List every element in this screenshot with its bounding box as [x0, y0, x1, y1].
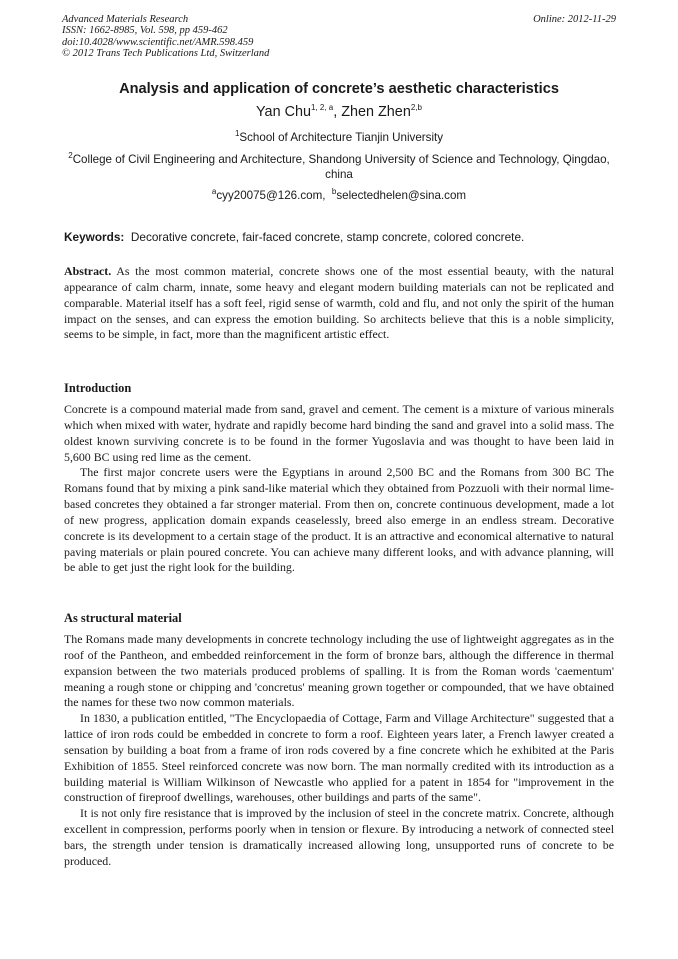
copyright-line: © 2012 Trans Tech Publications Ltd, Switzerland: [62, 48, 270, 60]
introduction-body: [64, 402, 614, 576]
journal-name: Advanced Materials Research: [62, 14, 189, 25]
author-superscript: 1, 2, a: [310, 103, 334, 113]
author-superscript: 2,b: [410, 103, 422, 113]
keywords: [64, 230, 624, 245]
email-link[interactable]: cyy20075@126.com,: [216, 189, 326, 202]
author-name: Zhen Zhen: [341, 104, 411, 120]
author-separator: ,: [333, 104, 342, 120]
email-link[interactable]: selectedhelen@sina.com: [336, 189, 467, 202]
section-heading-introduction: Introduction: [64, 381, 132, 395]
online-date: Online: 2012-11-29: [533, 14, 616, 25]
paragraph: The Romans made many developments in concrete technology including the use of lightweight aggregates as in the roof of the Pantheon, and embedded reinforcement in the form of bronze bars, although the difference in thermal expansion between the two materials produced problems of spalling. It is from the Roman words 'caementum' meaning a rough stone or chipping and 'concretus' meaning grown together or compounded, that we have obtained the names for these two now common materials.: [64, 632, 614, 710]
abstract-label: Abstract.: [64, 264, 112, 278]
doi-line: doi:10.4028/www.scientific.net/AMR.598.459: [62, 36, 254, 48]
affiliation-1: [60, 130, 618, 145]
affiliation-superscript: 1: [234, 129, 240, 139]
journal-header: [62, 14, 269, 60]
paragraph: In 1830, a publication entitled, "The Encyclopaedia of Cottage, Farm and Village Architecture" suggested that a lattice of iron rods could be embedded in concrete to form a roof. Eighteen years later, a French lawyer created a sensation by building a boat from a frame of iron rods covered by a fine concrete which he exhibited at the Paris Exhibition of 1855. Steel reinforced concrete was now born. The man normally credited with its introduction as a building material is William Wilkinson of Newcastle who applied for a patent in 1854 for "improvement in the construction of fireproof dwellings, warehouses, other buildings and parts of the same".: [64, 711, 614, 805]
affiliation-text: College of Civil Engineering and Architecture, Shandong University of Science and Technology, Qingdao, china: [72, 153, 610, 181]
abstract-text: As the most common material, concrete shows one of the most essential beauty, with the natural appearance of calm charm, innate, some heavy and elegant modern building materials can not be replicated and comparable. Material itself has a soft feel, rigid sense of warmth, cold and flu, and not only the spirit of the human impact on the senses, and can express the emotion building. So architects believe that this is a noble simplicity, seems to be simple, in fact, more than the magnificent artistic effect.: [64, 264, 615, 342]
structural-body: [64, 632, 614, 870]
paragraph: The first major concrete users were the Egyptians in around 2,500 BC and the Romans from 300 BC The Romans found that by mixing a pink sand-like material which they obtained from Pozzuoli with their normal lime-based concretes they obtained a far stronger material. From then on, concrete continuous development, made a lot of new progress, application domain expands ceaselessly, breed also emerge in an endless stream. Decorative concrete is its development to a certain stage of the product. It is an attractive and economical alternative to natural paving materials or plain poured concrete. You can achieve many different looks, and with advance planning, will be able to get just the right look for the building.: [64, 465, 614, 575]
email-superscript: b: [331, 187, 337, 197]
affiliation-2: [60, 152, 618, 182]
paragraph: It is not only fire resistance that is improved by the inclusion of steel in the concrete matrix. Concrete, although excellent in compression, performs poorly when in tension or flexure. By introducing a network of connected steel bars, the strength under tension is dramatically increased allowing long, unsupported runs of concrete to be produced.: [64, 806, 614, 868]
abstract: [64, 264, 614, 343]
author-line: [40, 102, 638, 122]
section-heading-structural: As structural material: [64, 611, 182, 625]
keywords-text: Decorative concrete, fair-faced concrete, stamp concrete, colored concrete.: [130, 230, 525, 244]
keywords-label: Keywords:: [64, 230, 125, 244]
paper-title: Analysis and application of concrete’s aesthetic characteristics: [119, 81, 559, 97]
affiliation-text: School of Architecture Tianjin University: [239, 131, 444, 144]
affiliation-superscript: 2: [68, 151, 73, 161]
author-name: Yan Chu: [256, 104, 311, 120]
email-superscript: a: [211, 187, 217, 197]
issn-line: ISSN: 1662-8985, Vol. 598, pp 459-462: [62, 25, 228, 37]
paragraph: Concrete is a compound material made from sand, gravel and cement. The cement is a mixture of various minerals which when mixed with water, hydrate and rapidly become hard binding the sand and gravel into a solid mass. The oldest known surviving concrete is to be found in the former Yugoslavia and was thought to have been laid in 5,600 BC using red lime as the cement.: [64, 402, 614, 464]
email-line: [60, 188, 618, 203]
